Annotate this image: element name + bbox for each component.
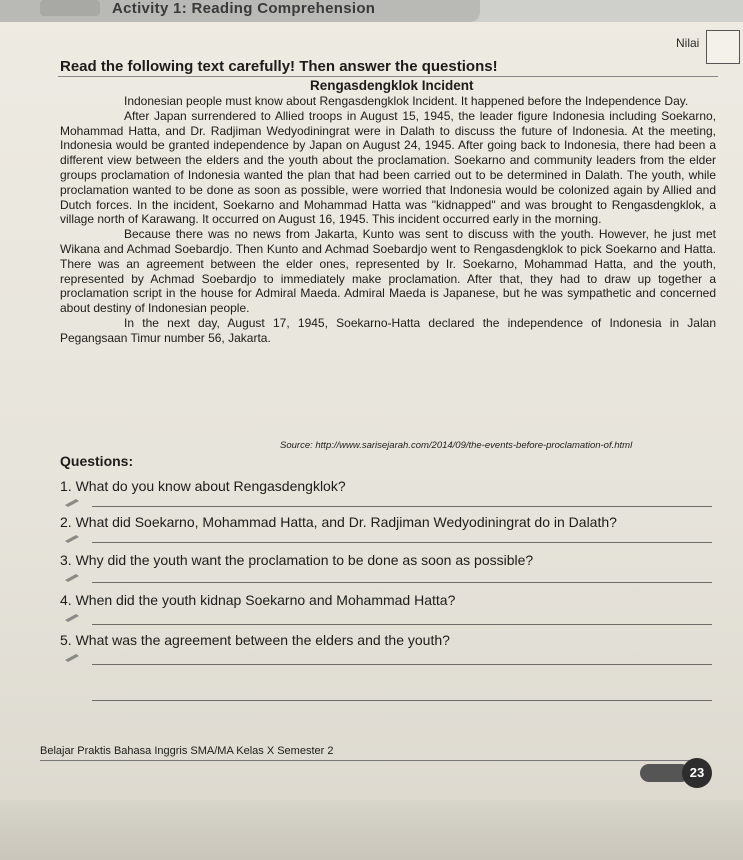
footer-divider <box>40 760 690 761</box>
pencil-icon <box>64 572 80 582</box>
activity-title: Activity 1: Reading Comprehension <box>112 0 376 17</box>
question-1: 1. What do you know about Rengasdengklok? <box>60 478 346 494</box>
answer-line-1[interactable] <box>92 506 712 507</box>
story-paragraph: Because there was no news from Jakarta, Kunto was sent to discuss with the youth. However, he just met Wikana and Achmad Soebardjo. Then Kunto and Achmad Soebardjo went to Rengasdengklok to pick Soekarno and Hatta. There was an agreement between the elder ones, represented by Ir. Soekarno, Mohammad Hatta, and the youth, represented by Achmad Soebardjo to immediately make proclamation. After that, they had to draw up together a proclamation script in the house for Admiral Maeda. Admiral Maeda is Japanese, but he was sympathetic and concerned about destiny of Indonesian people. <box>60 227 716 316</box>
question-2: 2. What did Soekarno, Mohammad Hatta, and Dr. Radjiman Wedyodiningrat do in Dalath? <box>60 514 617 530</box>
question-4: 4. When did the youth kidnap Soekarno and Mohammad Hatta? <box>60 592 456 608</box>
story-paragraph: After Japan surrendered to Allied troops in August 15, 1945, the leader figure Indonesia including Soekarno, Mohammad Hatta, and Dr. Radjiman Wedyodiningrat were in Dalath to discuss the future of Indonesia. At the meeting, Indonesia would be granted independence by Japan on August 24, 1945. After going back to Indonesia, there had been a different view between the elders and the youth about the proclamation. Soekarno and community leaders from the elder groups proclamation of Indonesia wanted the plan that had been carried out to be determined in Dalath. The youth, while proclamation wanted to be done as soon as possible, were worried that Indonesia would be colonized again by Allied and Dutch forces. In the incident, Soekarno and Mohammad Hatta was "kidnapped" and was brought to Rengasdengklok, a village north of Karawang. It occurred on August 16, 1945. This incident occurred early in the morning. <box>60 108 716 227</box>
story-paragraph: Indonesian people must know about Rengasdengklok Incident. It happened before the Independence Day. <box>124 94 689 108</box>
pencil-icon <box>64 612 80 622</box>
book-title: Belajar Praktis Bahasa Inggris SMA/MA Kelas X Semester 2 <box>40 745 334 757</box>
table-surface <box>0 800 743 860</box>
questions-heading: Questions: <box>60 453 134 469</box>
question-5: 5. What was the agreement between the elders and the youth? <box>60 632 450 648</box>
answer-line-3[interactable] <box>92 582 712 583</box>
instruction-text: Read the following text carefully! Then answer the questions! <box>60 58 498 75</box>
answer-line-2[interactable] <box>92 542 712 543</box>
nilai-score-box[interactable] <box>706 30 740 64</box>
answer-line-extra[interactable] <box>92 700 712 701</box>
answer-line-4[interactable] <box>92 624 712 625</box>
nilai-label: Nilai <box>676 36 700 50</box>
page-number: 23 <box>682 758 712 788</box>
question-3: 3. Why did the youth want the proclamation to be done as soon as possible? <box>60 552 534 568</box>
story-body <box>60 94 716 346</box>
pencil-icon <box>64 497 80 507</box>
activity-icon <box>40 0 100 16</box>
pencil-icon <box>64 652 80 662</box>
pencil-icon <box>64 533 80 543</box>
source-citation: Source: http://www.sarisejarah.com/2014/09/the-events-before-proclamation-of.html <box>280 440 633 451</box>
answer-line-5[interactable] <box>92 664 712 665</box>
story-title: Rengasdengklok Incident <box>310 78 474 93</box>
story-paragraph: In the next day, August 17, 1945, Soekarno-Hatta declared the independence of Indonesia in Jalan Pegangsaan Timur number 56, Jakarta. <box>60 315 716 345</box>
